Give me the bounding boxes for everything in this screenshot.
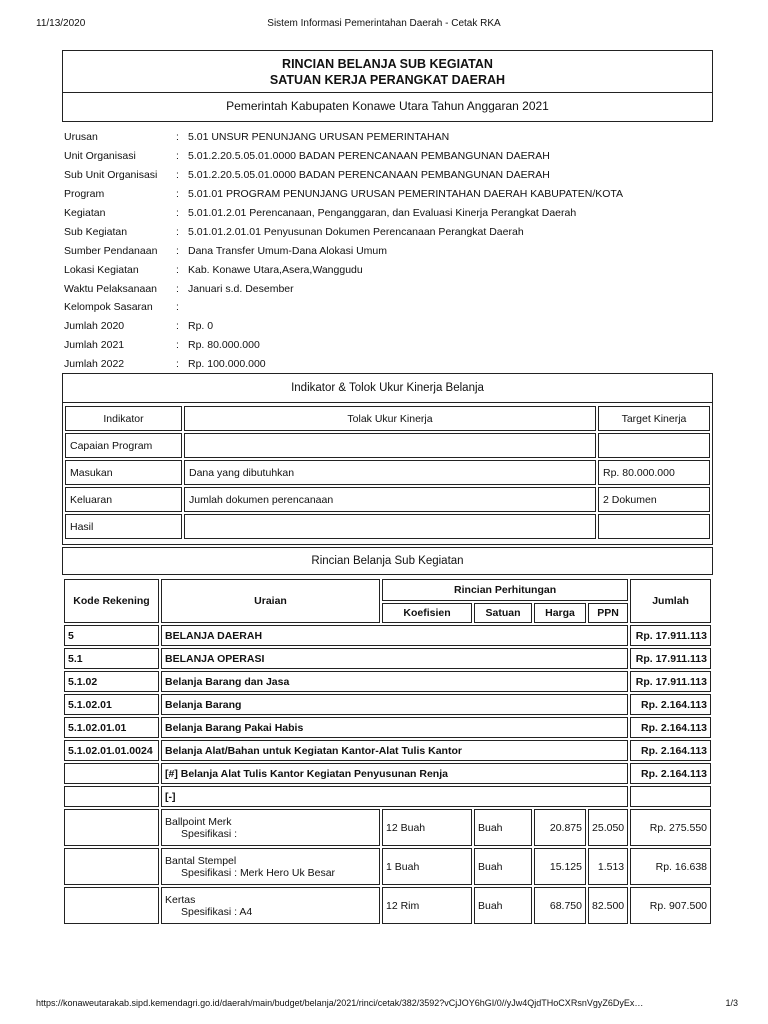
info-label: Jumlah 2022	[64, 358, 125, 371]
info-row	[64, 222, 714, 241]
title-line-2: SATUAN KERJA PERANGKAT DAERAH	[269, 72, 506, 87]
indikator-target: Rp. 80.000.000	[598, 460, 710, 485]
info-row	[64, 336, 714, 355]
info-value: 5.01 UNSUR PENUNJANG URUSAN PEMERINTAHAN	[188, 131, 450, 144]
info-value: Rp. 80.000.000	[188, 339, 260, 352]
col-indikator: Indikator	[65, 406, 182, 431]
info-value: Rp. 100.000.000	[188, 358, 266, 371]
print-footer	[36, 998, 738, 1010]
uraian: BELANJA OPERASI	[161, 648, 628, 669]
info-label: Waktu Pelaksanaan	[64, 282, 157, 295]
col-target-kinerja: Target Kinerja	[598, 406, 710, 431]
info-separator: :	[176, 263, 179, 276]
belanja-row	[64, 625, 711, 646]
col-tolak-ukur: Tolak Ukur Kinerja	[184, 406, 596, 431]
kode-rekening	[64, 887, 159, 924]
kode-rekening: 5.1.02	[64, 671, 159, 692]
col-harga: Harga	[534, 603, 586, 623]
info-separator: :	[176, 225, 179, 238]
info-row	[64, 128, 714, 147]
jumlah: Rp. 2.164.113	[630, 694, 711, 715]
kode-rekening	[64, 809, 159, 846]
kode-rekening: 5.1.02.01.01	[64, 717, 159, 738]
indikator-name: Hasil	[65, 514, 182, 539]
kode-rekening: 5.1	[64, 648, 159, 669]
item-jumlah: Rp. 907.500	[630, 887, 711, 924]
info-row	[64, 147, 714, 166]
info-label: Sub Kegiatan	[64, 225, 128, 238]
info-separator: :	[176, 244, 179, 257]
uraian: BELANJA DAERAH	[161, 625, 628, 646]
item-ppn: 82.500	[588, 887, 628, 924]
item-spec: Spesifikasi : A4	[181, 905, 253, 918]
item-name: Ballpoint Merk	[165, 815, 232, 828]
uraian: [-]	[161, 786, 628, 807]
item-harga: 20.875	[534, 809, 586, 846]
indikator-row	[65, 487, 710, 512]
kode-rekening	[64, 786, 159, 807]
indikator-name: Masukan	[65, 460, 182, 485]
info-separator: :	[176, 150, 179, 163]
document-subtitle: Pemerintah Kabupaten Konawe Utara Tahun Anggaran 2021	[226, 99, 549, 113]
page-number: 1/3	[725, 998, 738, 1008]
print-url[interactable]: https://konaweutarakab.sipd.kemendagri.go.id/daerah/main/budget/belanja/2021/rinci/cetak/382/3592?vCjJOY6hGI/0//yJw4QjdTHoCXRsnVgyZ6DyEx…	[36, 998, 644, 1008]
item-uraian	[161, 809, 380, 846]
col-koefisien: Koefisien	[382, 603, 472, 623]
indikator-target	[598, 433, 710, 458]
indikator-name: Keluaran	[65, 487, 182, 512]
info-value: Januari s.d. Desember	[188, 282, 294, 295]
info-value: 5.01.2.20.5.05.01.0000 BADAN PERENCANAAN PEMBANGUNAN DAERAH	[188, 150, 550, 163]
jumlah: Rp. 2.164.113	[630, 740, 711, 761]
item-koefisien: 12 Buah	[382, 809, 472, 846]
belanja-row	[64, 648, 711, 669]
item-jumlah: Rp. 275.550	[630, 809, 711, 846]
jumlah: Rp. 2.164.113	[630, 717, 711, 738]
kode-rekening: 5	[64, 625, 159, 646]
info-separator: :	[176, 131, 179, 144]
item-satuan: Buah	[474, 848, 532, 885]
uraian: Belanja Barang dan Jasa	[161, 671, 628, 692]
belanja-table	[62, 577, 713, 926]
indikator-tolak	[184, 433, 596, 458]
item-harga: 68.750	[534, 887, 586, 924]
item-spec: Spesifikasi :	[181, 827, 238, 840]
info-label: Sub Unit Organisasi	[64, 169, 158, 182]
indikator-table	[63, 404, 712, 541]
kode-rekening	[64, 763, 159, 784]
info-value: 5.01.2.20.5.05.01.0000 BADAN PERENCANAAN PEMBANGUNAN DAERAH	[188, 169, 550, 182]
document-title	[63, 51, 712, 93]
info-separator: :	[176, 169, 179, 182]
indikator-row	[65, 460, 710, 485]
info-row	[64, 317, 714, 336]
col-kode-rekening: Kode Rekening	[64, 579, 159, 623]
indikator-heading: Indikator & Tolok Ukur Kinerja Belanja	[63, 374, 712, 403]
info-value: 5.01.01 PROGRAM PENUNJANG URUSAN PEMERINTAHAN DAERAH KABUPATEN/KOTA	[188, 188, 624, 201]
info-row	[64, 241, 714, 260]
info-value: Rp. 0	[188, 320, 214, 333]
belanja-row	[64, 694, 711, 715]
item-satuan: Buah	[474, 809, 532, 846]
info-row	[64, 355, 714, 374]
jumlah: Rp. 17.911.113	[630, 648, 711, 669]
belanja-table-wrap	[62, 577, 713, 926]
info-label: Jumlah 2020	[64, 320, 125, 333]
info-separator: :	[176, 339, 179, 352]
belanja-row	[64, 740, 711, 761]
uraian: Belanja Alat/Bahan untuk Kegiatan Kantor-Alat Tulis Kantor	[161, 740, 628, 761]
info-label: Unit Organisasi	[64, 150, 136, 163]
info-label: Kegiatan	[64, 207, 106, 219]
belanja-row	[64, 717, 711, 738]
kode-rekening: 5.1.02.01.01.0024	[64, 740, 159, 761]
print-date: 11/13/2020	[36, 18, 86, 29]
rincian-heading: Rincian Belanja Sub Kegiatan	[62, 547, 713, 575]
belanja-row	[64, 786, 711, 807]
belanja-header-row	[64, 579, 711, 601]
item-uraian	[161, 887, 380, 924]
indikator-row	[65, 514, 710, 539]
info-row	[64, 185, 714, 204]
indikator-header-row	[65, 406, 710, 431]
belanja-row	[64, 671, 711, 692]
indikator-name: Capaian Program	[65, 433, 182, 458]
item-harga: 15.125	[534, 848, 586, 885]
document-title-box	[62, 50, 713, 122]
info-label: Urusan	[64, 131, 98, 144]
col-jumlah: Jumlah	[630, 579, 711, 623]
item-jumlah: Rp. 16.638	[630, 848, 711, 885]
kode-rekening	[64, 848, 159, 885]
indikator-tolak: Dana yang dibutuhkan	[184, 460, 596, 485]
item-spec: Spesifikasi : Merk Hero Uk Besar	[181, 866, 336, 879]
kode-rekening: 5.1.02.01	[64, 694, 159, 715]
info-separator: :	[176, 301, 179, 314]
item-ppn: 1.513	[588, 848, 628, 885]
info-value: 5.01.01.2.01.01 Penyusunan Dokumen Perencanaan Perangkat Daerah	[188, 225, 524, 238]
item-koefisien: 1 Buah	[382, 848, 472, 885]
info-separator: :	[176, 320, 179, 333]
item-satuan: Buah	[474, 887, 532, 924]
info-separator: :	[176, 358, 179, 371]
info-row	[64, 166, 714, 185]
info-label: Lokasi Kegiatan	[64, 263, 139, 276]
info-row	[64, 204, 714, 223]
item-uraian	[161, 848, 380, 885]
indikator-target: 2 Dokumen	[598, 487, 710, 512]
indikator-box	[62, 373, 713, 545]
info-separator: :	[176, 188, 179, 201]
belanja-item-row	[64, 848, 711, 885]
uraian: [#] Belanja Alat Tulis Kantor Kegiatan Penyusunan Renja	[161, 763, 628, 784]
uraian: Belanja Barang Pakai Habis	[161, 717, 628, 738]
uraian: Belanja Barang	[161, 694, 628, 715]
jumlah: Rp. 17.911.113	[630, 625, 711, 646]
item-name: Kertas	[165, 893, 196, 906]
belanja-row	[64, 763, 711, 784]
item-koefisien: 12 Rim	[382, 887, 472, 924]
col-ppn: PPN	[588, 603, 628, 623]
indikator-row	[65, 433, 710, 458]
jumlah: Rp. 17.911.113	[630, 671, 711, 692]
info-label: Jumlah 2021	[64, 339, 125, 352]
info-separator: :	[176, 282, 179, 295]
indikator-tolak: Jumlah dokumen perencanaan	[184, 487, 596, 512]
belanja-item-row	[64, 887, 711, 924]
item-name: Bantal Stempel	[165, 854, 237, 867]
info-label: Sumber Pendanaan	[64, 244, 158, 257]
jumlah	[630, 786, 711, 807]
print-header	[36, 18, 732, 32]
print-title: Sistem Informasi Pemerintahan Daerah - Cetak RKA	[267, 18, 501, 29]
info-row	[64, 279, 714, 298]
info-section	[64, 128, 714, 374]
indikator-tolak	[184, 514, 596, 539]
col-rincian-perhitungan: Rincian Perhitungan	[382, 579, 628, 601]
title-line-1: RINCIAN BELANJA SUB KEGIATAN	[282, 56, 493, 71]
info-label: Kelompok Sasaran	[64, 301, 153, 314]
info-value: 5.01.01.2.01 Perencanaan, Penganggaran, dan Evaluasi Kinerja Perangkat Daerah	[188, 207, 577, 219]
info-value: Dana Transfer Umum-Dana Alokasi Umum	[188, 244, 387, 257]
jumlah: Rp. 2.164.113	[630, 763, 711, 784]
item-ppn: 25.050	[588, 809, 628, 846]
info-value: Kab. Konawe Utara,Asera,Wanggudu	[188, 263, 363, 276]
indikator-target	[598, 514, 710, 539]
col-satuan: Satuan	[474, 603, 532, 623]
info-row	[64, 298, 714, 317]
col-uraian: Uraian	[161, 579, 380, 623]
info-separator: :	[176, 207, 179, 219]
info-row	[64, 260, 714, 279]
info-label: Program	[64, 188, 105, 201]
belanja-item-row	[64, 809, 711, 846]
